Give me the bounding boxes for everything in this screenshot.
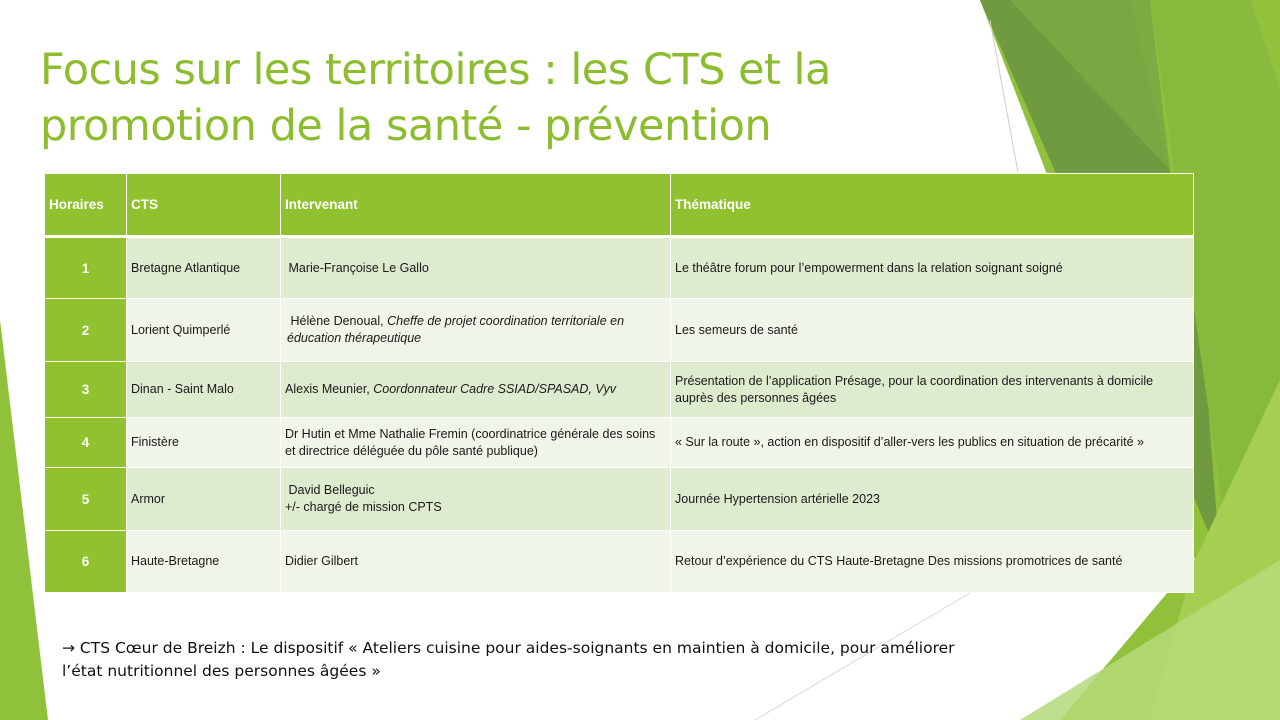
cts-cell: Bretagne Atlantique [127, 237, 281, 299]
intervenant-name: Hélène Denoual, [287, 314, 388, 328]
intervenant-extra: +/- chargé de mission CPTS [285, 500, 442, 514]
row-number: 1 [45, 237, 127, 299]
cts-cell: Finistère [127, 418, 281, 468]
intervenant-name: Marie-Françoise Le Gallo [285, 260, 429, 275]
cts-cell: Haute-Bretagne [127, 531, 281, 593]
intervenant-cell: Dr Hutin et Mme Nathalie Fremin (coordinatrice générale des soins et directrice déléguée du pôle santé publique) [281, 418, 671, 468]
thematique-cell: « Sur la route », action en dispositif d’aller-vers les publics en situation de précarité » [671, 418, 1194, 468]
header-horaires: Horaires [45, 174, 127, 237]
intervenant-name: David Belleguic [285, 483, 375, 497]
row-number: 4 [45, 418, 127, 468]
row-number: 6 [45, 531, 127, 593]
row-number: 5 [45, 468, 127, 531]
table-header-row [45, 174, 1194, 237]
intervenant-cell: Didier Gilbert [281, 531, 671, 593]
cts-table [44, 173, 1194, 593]
header-thematique: Thématique [671, 174, 1194, 237]
cts-cell: Armor [127, 468, 281, 531]
intervenant-cell [281, 468, 671, 531]
thematique-cell: Journée Hypertension artérielle 2023 [671, 468, 1194, 531]
cts-cell: Lorient Quimperlé [127, 299, 281, 362]
intervenant-name: Alexis Meunier, [285, 382, 374, 396]
table-row [45, 468, 1194, 531]
intervenant-cell [281, 299, 671, 362]
header-cts: CTS [127, 174, 281, 237]
intervenant-cell [281, 362, 671, 418]
intervenant-cell [281, 237, 671, 299]
thematique-cell: Présentation de l’application Présage, pour la coordination des intervenants à domicile auprès des personnes âgées [671, 362, 1194, 418]
thematique-cell: Retour d’expérience du CTS Haute-Bretagne Des missions promotrices de santé [671, 531, 1194, 593]
row-number: 2 [45, 299, 127, 362]
thematique-cell: Les semeurs de santé [671, 299, 1194, 362]
slide-title: Focus sur les territoires : les CTS et la promotion de la santé - prévention [40, 45, 831, 151]
header-intervenant: Intervenant [281, 174, 671, 237]
thematique-cell: Le théâtre forum pour l’empowerment dans la relation soignant soigné [671, 237, 1194, 299]
table-row [45, 418, 1194, 468]
intervenant-role: Coordonnateur Cadre SSIAD/SPASAD, Vyv [373, 382, 616, 396]
table-row [45, 362, 1194, 418]
footnote-text: → CTS Cœur de Breizh : Le dispositif « Ateliers cuisine pour aides-soignants en maintien à domicile, pour améliorer l’état nutritionnel des personnes âgées » [62, 639, 955, 680]
table-row [45, 299, 1194, 362]
table-row [45, 531, 1194, 593]
intervenant-role: Cheffe de projet coordination territoriale en éducation thérapeutique [287, 314, 625, 345]
cts-cell: Dinan - Saint Malo [127, 362, 281, 418]
row-number: 3 [45, 362, 127, 418]
table-row [45, 237, 1194, 299]
